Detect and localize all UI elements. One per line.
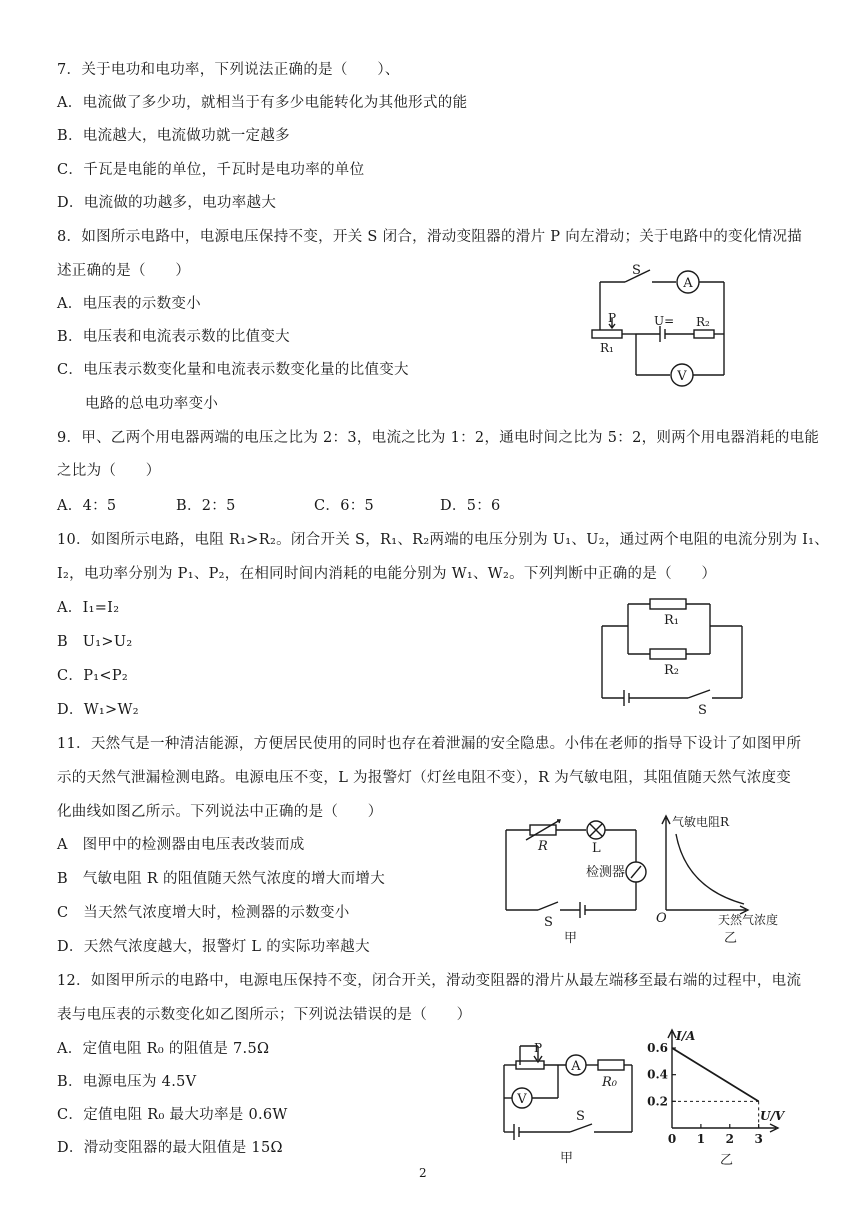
q12-option-d: D．滑动变阻器的最大阻值是 15Ω	[57, 1140, 283, 1156]
q10-option-d: D．W₁>W₂	[57, 702, 139, 718]
q8-option-c: C．电压表示数变化量和电流表示数变化量的比值变大	[57, 362, 409, 378]
q10-stem-line2: I₂，电功率分别为 P₁、P₂，在相同时间内消耗的电能分别为 W₁、W₂。下列判断中正确的是（ ）	[57, 566, 717, 582]
q12-graph-xlabel: U/V	[760, 1109, 785, 1123]
q7-option-d: D．电流做的功越多，电功率越大	[57, 195, 277, 211]
q11-gas-resistor-label: R	[538, 839, 548, 854]
q8-voltmeter-label: V	[677, 369, 687, 384]
q8-option-a: A．电压表的示数变小	[57, 296, 201, 312]
q12-switch-label: S	[576, 1109, 585, 1124]
q8-r1-label: R₁	[600, 341, 614, 355]
q9-stem-line1: 9．甲、乙两个用电器两端的电压之比为 2：3，电流之比为 1：2，通电时间之比为 5：2，则两个用电器消耗的电能	[57, 430, 820, 446]
q11-option-a: A 图甲中的检测器由电压表改装而成	[57, 837, 305, 853]
q12-ammeter-label: A	[571, 1059, 581, 1074]
series-line	[672, 1048, 759, 1101]
q9-option-a: A．4：5	[57, 498, 117, 514]
x-tick-label: 1	[696, 1132, 706, 1146]
q11-lamp-label: L	[592, 841, 601, 856]
q12-option-b: B．电源电压为 4.5V	[57, 1074, 197, 1090]
q10-r1-label: R₁	[664, 613, 679, 628]
q11-switch-label: S	[544, 915, 553, 930]
q10-option-a: A．I₁=I₂	[57, 600, 120, 616]
q12-slider-label: P	[534, 1041, 543, 1055]
q10-option-c: C．P₁<P₂	[57, 668, 128, 684]
q11-caption-yi: 乙	[724, 931, 738, 946]
q8-circuit-diagram	[590, 262, 730, 390]
q9-option-d: D．5：6	[440, 498, 501, 514]
q9-option-b: B．2：5	[176, 498, 236, 514]
q10-option-b: B U₁>U₂	[57, 634, 133, 650]
q12-graph-ylabel: I/A	[676, 1029, 696, 1043]
q10-circuit-diagram	[598, 594, 748, 716]
y-tick-label: 0.4	[647, 1067, 668, 1082]
y-tick-label: 0.6	[647, 1041, 668, 1055]
q7-option-c: C．千瓦是电能的单位，千瓦时是电功率的单位	[57, 162, 365, 178]
q11-caption-jia: 甲	[564, 931, 578, 946]
q8-slider-label: P	[608, 311, 617, 325]
q8-r2-label: R₂	[696, 315, 710, 329]
q8-option-d: 电路的总电功率变小	[85, 396, 219, 412]
q9-stem-line2: 之比为（ ）	[57, 463, 161, 479]
q11-graph-yi	[654, 810, 794, 946]
q12-circuit-diagram-jia	[498, 1040, 648, 1168]
q11-graph-origin: O	[656, 911, 667, 926]
x-tick-label: 2	[725, 1132, 734, 1146]
q12-caption-jia: 甲	[560, 1151, 574, 1166]
q12-option-c: C．定值电阻 R₀ 最大功率是 0.6W	[57, 1107, 288, 1123]
q12-r0-label: R₀	[602, 1075, 617, 1090]
y-tick-label: 0.2	[647, 1094, 668, 1109]
q7-option-b: B．电流越大，电流做功就一定越多	[57, 128, 290, 144]
q8-stem-line2: 述正确的是（ ）	[57, 263, 191, 279]
q10-r2-label: R₂	[664, 663, 679, 678]
q10-stem-line1: 10．如图所示电路，电阻 R₁>R₂。闭合开关 S，R₁、R₂两端的电压分别为 U₁、U₂，通过两个电阻的电流分别为 I₁、	[57, 532, 830, 548]
q11-stem-line3: 化曲线如图乙所示。下列说法中正确的是（ ）	[57, 804, 383, 820]
q8-option-b: B．电压表和电流表示数的比值变大	[57, 329, 290, 345]
q11-stem-line1: 11．天然气是一种清洁能源，方便居民使用的同时也存在着泄漏的安全隐患。小伟在老师的指导下设计了如图甲所	[57, 736, 802, 752]
q8-source-label: U=	[654, 314, 675, 328]
q12-caption-yi: 乙	[720, 1153, 734, 1168]
page-number: 2	[419, 1166, 427, 1180]
q12-option-a: A．定值电阻 R₀ 的阻值是 7.5Ω	[57, 1041, 270, 1057]
q10-switch-label: S	[698, 703, 707, 718]
x-tick-label: 0	[667, 1132, 677, 1146]
x-tick-label: 3	[754, 1132, 763, 1146]
q12-voltmeter-label: V	[517, 1092, 527, 1107]
q11-detector-label: 检测器	[586, 865, 626, 880]
q8-ammeter-label: A	[683, 276, 693, 291]
q12-stem-line2: 表与电压表的示数变化如乙图所示；下列说法错误的是（ ）	[57, 1007, 472, 1023]
q11-stem-line2: 示的天然气泄漏检测电路。电源电压不变，L 为报警灯（灯丝电阻不变），R 为气敏电阻，其阻值随天然气浓度变	[57, 770, 792, 786]
q11-graph-xlabel: 天然气浓度	[718, 913, 779, 927]
q11-graph-ylabel: 气敏电阻R	[672, 815, 730, 829]
q7-option-a: A．电流做了多少功，就相当于有多少电能转化为其他形式的能	[57, 95, 468, 111]
q11-option-b: B 气敏电阻 R 的阻值随天然气浓度的增大而增大	[57, 871, 385, 887]
q11-option-c: C 当天然气浓度增大时，检测器的示数变小	[57, 905, 350, 921]
q8-stem-line1: 8．如图所示电路中，电源电压保持不变，开关 S 闭合，滑动变阻器的滑片 P 向左滑动；关于电路中的变化情况描	[57, 229, 803, 245]
q11-option-d: D．天然气浓度越大，报警灯 L 的实际功率越大	[57, 939, 370, 955]
q7-stem: 7．关于电功和电功率，下列说法正确的是（ ）、	[57, 62, 400, 78]
q12-stem-line1: 12．如图甲所示的电路中，电源电压保持不变，闭合开关，滑动变阻器的滑片从最左端移至最右端的过程中，电流	[57, 973, 802, 989]
q9-option-c: C．6：5	[314, 498, 375, 514]
q12-graph-yi	[646, 1024, 796, 1172]
q11-circuit-diagram-jia	[500, 818, 660, 946]
q8-switch-label: S	[632, 263, 641, 278]
